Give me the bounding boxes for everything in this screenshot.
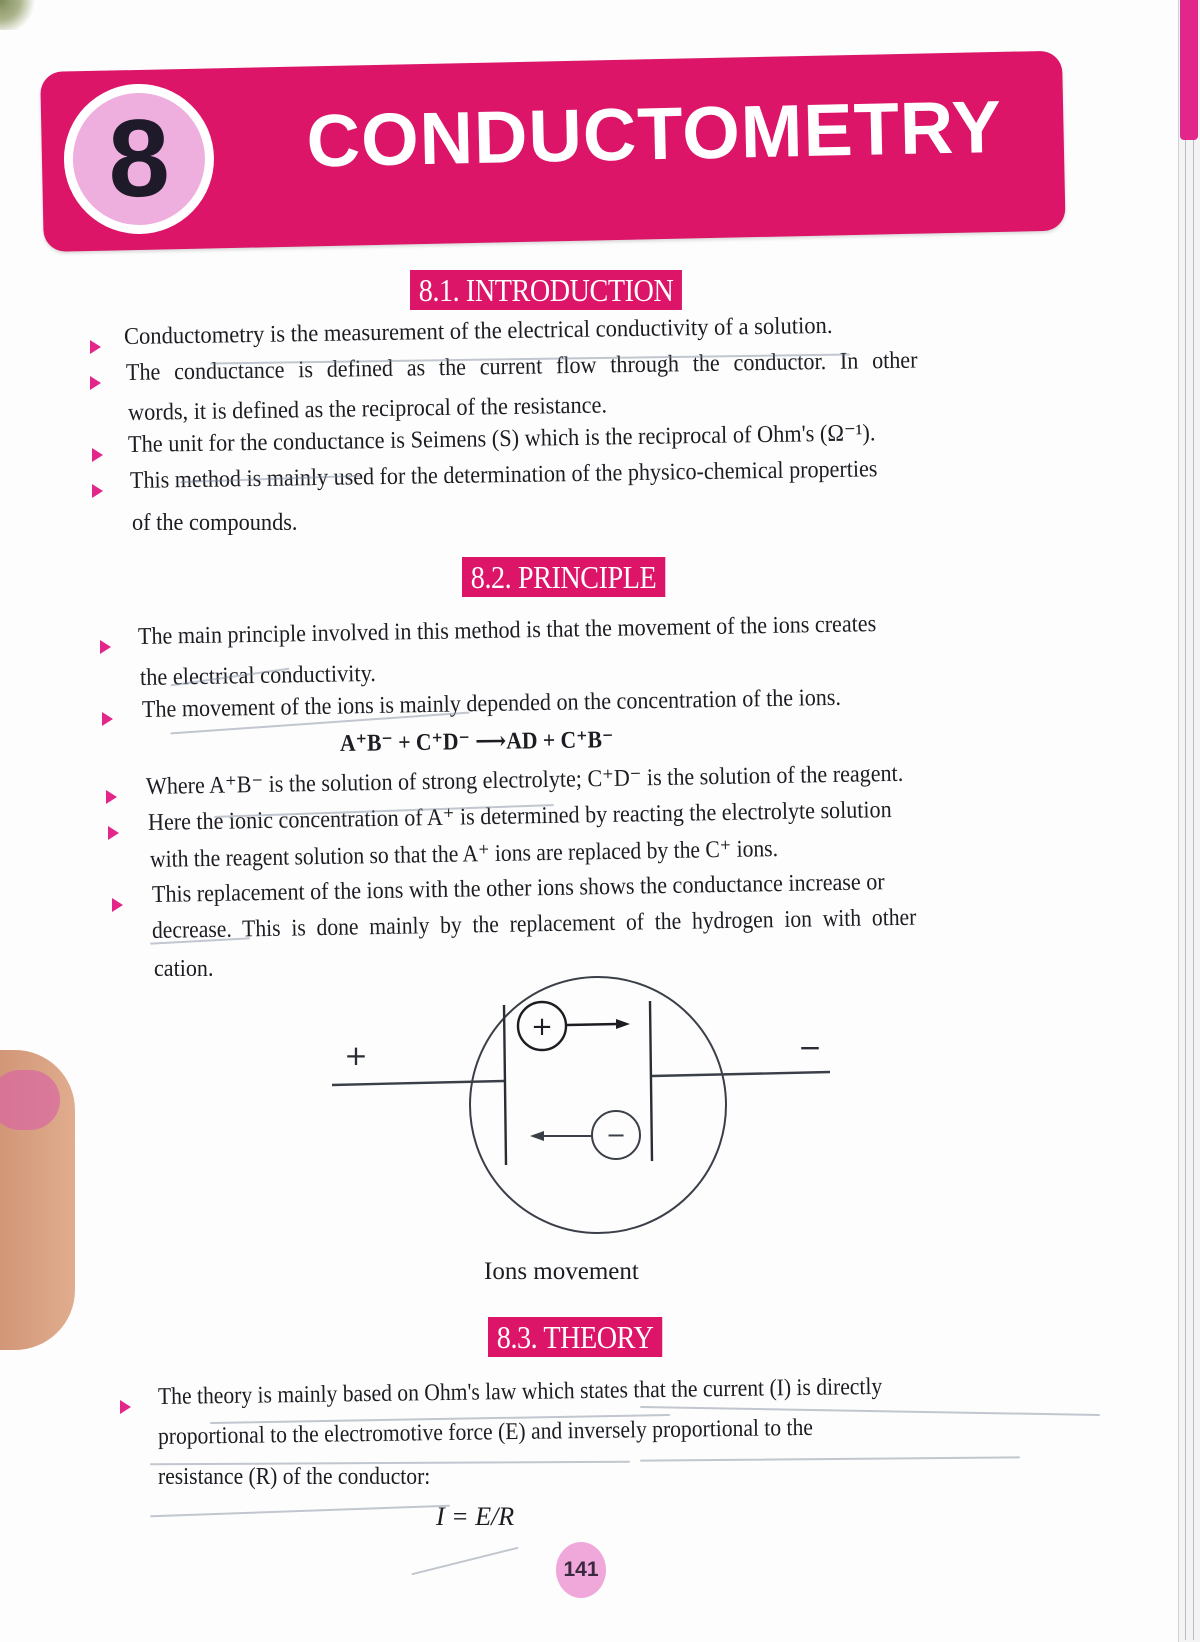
principle-line-9: cation.: [154, 956, 214, 982]
principle-line-3: The movement of the ions is mainly depended on the concentration of the ions.: [141, 684, 842, 723]
bullet-arrow-icon: [120, 1400, 131, 1414]
page-number: 141: [556, 1542, 606, 1598]
cation-arrow-line: [567, 1024, 618, 1025]
chapter-number-badge: [62, 82, 215, 235]
intro-line-4: The unit for the conductance is Seimens (S) which is the reciprocal of Ohm's (Ω⁻¹).: [127, 420, 876, 458]
theory-line-3: resistance (R) of the conductor:: [158, 1464, 431, 1490]
principle-line-8: decrease. This is done mainly by the replacement of the hydrogen ion with other: [151, 904, 917, 944]
page-edge-line: [1193, 140, 1194, 1640]
right-wire: [652, 1072, 830, 1076]
page-edge: [1178, 0, 1200, 1642]
principle-line-4: Where A⁺B⁻ is the solution of strong electrolyte; C⁺D⁻ is the solution of the reagent.: [145, 760, 904, 800]
ions-movement-diagram: [320, 975, 840, 1265]
intro-line-2: The conductance is defined as the current flow through the conductor. In other: [125, 347, 918, 386]
diagram-caption: Ions movement: [484, 1258, 639, 1285]
principle-line-2: the electrical conductivity.: [139, 660, 377, 691]
bullet-arrow-icon: [90, 340, 101, 354]
pencil-underline: [150, 1505, 450, 1517]
theory-line-1: The theory is mainly based on Ohm's law which states that the current (I) is directly: [157, 1373, 883, 1410]
pencil-underline: [640, 1456, 1020, 1461]
bullet-arrow-icon: [90, 376, 101, 390]
principle-line-5: Here the ionic concentration of A⁺ is determined by reacting the electrolyte solution: [147, 797, 892, 836]
bullet-arrow-icon: [92, 448, 103, 462]
sticky-note-tab: [1180, 0, 1198, 140]
cation-arrow-head: [616, 1019, 630, 1029]
anion-arrow-head: [530, 1131, 544, 1141]
bullet-arrow-icon: [112, 898, 123, 912]
positive-terminal-label: +: [344, 1039, 368, 1072]
chapter-number: 8: [107, 96, 171, 221]
theory-line-2: proportional to the electromotive force (E) and inversely proportional to the: [157, 1414, 814, 1450]
reaction-equation: A⁺B⁻ + C⁺D⁻ ⟶AD + C⁺B⁻: [339, 727, 614, 757]
left-wire: [332, 1081, 504, 1085]
fingernail: [0, 1070, 60, 1130]
cation-symbol: +: [531, 1012, 553, 1042]
intro-line-3: words, it is defined as the reciprocal of the resistance.: [127, 392, 608, 426]
chapter-title: CONDUCTOMETRY: [305, 84, 1003, 183]
intro-line-1: Conductometry is the measurement of the electrical conductivity of a solution.: [123, 312, 833, 350]
bullet-arrow-icon: [92, 484, 103, 498]
ohms-law-equation: I = E/R: [436, 1502, 515, 1531]
bullet-arrow-icon: [100, 640, 111, 654]
intro-line-6: of the compounds.: [132, 510, 298, 536]
finger-holding-page: [0, 1050, 75, 1350]
chapter-banner: [40, 51, 1066, 252]
bullet-arrow-icon: [108, 826, 119, 840]
page-corner-shadow: [0, 0, 40, 30]
negative-terminal-label: −: [798, 1031, 822, 1064]
bullet-arrow-icon: [102, 712, 113, 726]
principle-line-7: This replacement of the ions with the other ions shows the conductance increase or: [151, 869, 885, 908]
cathode-plate: [650, 1001, 652, 1161]
pencil-underline: [411, 1547, 518, 1576]
cell-circle: [470, 977, 726, 1233]
section-heading-theory: 8.3. THEORY: [488, 1317, 662, 1357]
principle-line-1: The main principle involved in this method is that the movement of the ions creates: [137, 611, 877, 650]
anode-plate: [504, 1005, 506, 1165]
intro-line-5: This method is mainly used for the determination of the physico-chemical properties: [129, 456, 878, 494]
principle-line-6: with the reagent solution so that the A⁺ ions are replaced by the C⁺ ions.: [149, 836, 779, 873]
anion-symbol: −: [605, 1121, 627, 1149]
section-heading-principle: 8.2. PRINCIPLE: [462, 557, 665, 597]
bullet-arrow-icon: [106, 790, 117, 804]
page-edge-line: [1185, 140, 1186, 1640]
section-heading-introduction: 8.1. INTRODUCTION: [410, 270, 682, 310]
